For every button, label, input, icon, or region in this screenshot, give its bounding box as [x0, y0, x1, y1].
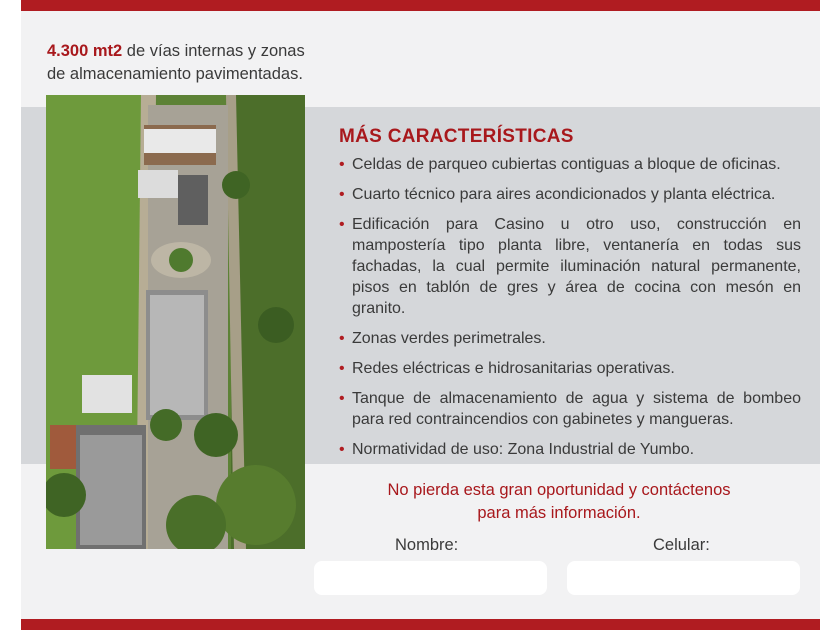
- phone-label: Celular:: [653, 536, 710, 554]
- top-red-bar: [21, 0, 820, 11]
- features-title: MÁS CARACTERÍSTICAS: [339, 126, 574, 147]
- feature-item: [339, 439, 801, 460]
- bottom-red-bar: [21, 619, 820, 630]
- feature-text: Celdas de parqueo cubiertas contiguas a bloque de oficinas.: [352, 156, 781, 173]
- feature-text: Redes eléctricas e hidrosanitarias operativas.: [352, 360, 675, 377]
- aerial-photo-illustration: [46, 95, 305, 549]
- bullet-icon: •: [339, 330, 345, 347]
- bullet-icon: •: [339, 360, 345, 377]
- intro-paragraph: [47, 40, 347, 86]
- bullet-icon: •: [339, 390, 345, 407]
- intro-text-line1: de vías internas y zonas: [122, 42, 305, 60]
- bullet-icon: •: [339, 441, 345, 458]
- feature-text: Normatividad de uso: Zona Industrial de Yumbo.: [352, 441, 695, 458]
- bullet-icon: •: [339, 156, 345, 173]
- intro-highlight: 4.300 mt2: [47, 42, 123, 60]
- feature-text: Tanque de almacenamiento de agua y sistema de bombeo para red contraincendios con gabinetes y mangueras.: [352, 390, 801, 428]
- brochure-card: [21, 0, 820, 630]
- cta-line2: para más información.: [477, 504, 641, 522]
- intro-text-line2: de almacenamiento pavimentadas.: [47, 65, 303, 83]
- feature-item: [339, 184, 801, 205]
- phone-input[interactable]: [567, 561, 800, 595]
- name-input[interactable]: [314, 561, 547, 595]
- call-to-action: [305, 479, 813, 525]
- bullet-icon: •: [339, 186, 345, 203]
- features-list: [339, 154, 801, 460]
- bullet-icon: •: [339, 216, 345, 233]
- feature-item: [339, 388, 801, 430]
- feature-item: [339, 358, 801, 379]
- feature-text: Cuarto técnico para aires acondicionados y planta eléctrica.: [352, 186, 776, 203]
- feature-item: [339, 154, 801, 175]
- feature-item: [339, 328, 801, 349]
- aerial-photo: [46, 95, 305, 549]
- cta-line1: No pierda esta gran oportunidad y contáctenos: [387, 481, 731, 499]
- name-label: Nombre:: [395, 536, 459, 554]
- features-section: [339, 126, 801, 469]
- feature-text: Edificación para Casino u otro uso, construcción en mampostería tipo planta libre, ventanería en todas sus fachadas, la cual permite iluminación natural permanente, pisos en tablón de gres y área de cocina con mesón en granito.: [352, 216, 801, 317]
- feature-item: [339, 214, 801, 319]
- feature-text: Zonas verdes perimetrales.: [352, 330, 546, 347]
